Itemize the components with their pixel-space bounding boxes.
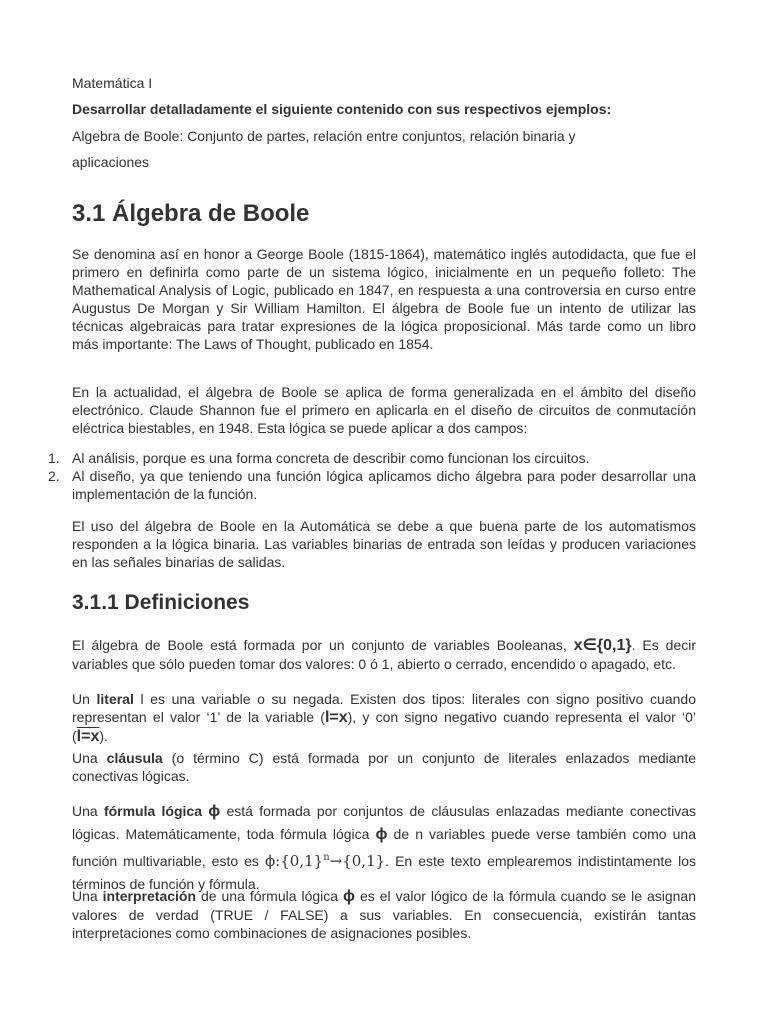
instruction-text: Desarrollar detalladamente el siguiente contenido con sus respectivos ejemplos: [72,101,612,117]
paragraph-history: Se denomina así en honor a George Boole (1815-1864), matemático inglés autodidacta, que fue el primero en definirla como parte de un sistema lógico, inicialmente en un pequeño folleto: The Mathematical Analysis of Logic, publicado en 1847, en respuesta a una controversia en curso entre Augustus De Morgan y Sir William Hamilton. El álgebra de Boole fue un intento de utilizar las técnicas algebraicas para tratar expresiones de la lógica proposicional. Más tarde como un libro más importante: The Laws of Thought, publicado en 1854. [72,246,696,352]
topic-line-1: Algebra de Boole: Conjunto de partes, relación entre conjuntos, relación binaria y [72,128,576,144]
phi-symbol: ϕ [375,826,388,843]
definition-interpretation: Una interpretación de una fórmula lógica ϕ es el valor lógico de la fórmula cuando se le asignan valores de verdad (TRUE / FALSE) a sus variables. En consecuencia, existirán tantas interpretaciones como combinaciones de asignaciones posibles. [72,888,697,941]
definition-logical-formula: Una fórmula lógica ϕ está formada por conjuntos de cláusulas enlazadas mediante conectivas lógicas. Matemáticamente, toda fórmula lógica ϕ de n variables puede verse también como una función multivariable, esto es $\phi:\{0,1\}^n\to\{0,1\}$. En este texto emplearemos indistintamente los términos de función y fórmula. [72,803,697,892]
definition-clause: Una cláusula (o término C) está formada por un conjunto de literales enlazados mediante conectivas lógicas. [72,750,696,784]
phi-symbol: ϕ [343,888,356,905]
definition-literal: Un literal l es una variable o su negada. Existen dos tipos: literales con signo positivo cuando representan el valor ‘1’ de la variable (l=x), y con signo negativo cuando representa el valor ‘0’ (l=x). [72,691,696,745]
negative-literal-symbol: l=x [76,728,100,745]
term-logical-formula: fórmula lógica [103,803,202,819]
section-title: 3.1 Álgebra de Boole [72,200,310,227]
term-clause: cláusula [106,750,163,766]
term-interpretation: interpretación [102,888,197,904]
paragraph-applications: En la actualidad, el álgebra de Boole se aplica de forma generalizada en el ámbito del diseño electrónico. Claude Shannon fue el primero en aplicarla en el diseño de circuitos de conmutación eléctrica biestables, en 1948. Esta lógica se puede aplicar a dos campos: [72,384,696,436]
paragraph-automation: El uso del álgebra de Boole en la Automática se debe a que buena parte de los automatismos responden a la lógica binaria. Las variables binarias de entrada son leídas y producen variaciones en las señales binarias de salidas. [72,518,696,570]
topic-line-2: aplicaciones [72,154,150,170]
list-number: 1. [48,450,60,466]
phi-symbol: ϕ [208,803,221,820]
function-signature: $\phi:\{0,1\}^n\to\{0,1\}$ [264,852,386,870]
list-item: Al análisis, porque es una forma concreta de describir como funcionan los circuitos. [72,450,590,466]
list-item: Al diseño, ya que teniendo una función lógica aplicamos dicho álgebra para poder desarrollar una implementación de la función. [72,468,696,502]
subsection-title: 3.1.1 Definiciones [72,591,250,614]
term-literal: literal [96,691,134,707]
positive-literal-symbol: l=x [324,709,348,726]
definition-boolean-algebra: El álgebra de Boole está formada por un conjunto de variables Booleanas, x∈{0,1}. Es decir variables que sólo pueden tomar dos valores: 0 ó 1, abierto o cerrado, encendido o apagado, etc. [72,637,697,672]
list-number: 2. [48,468,60,484]
set-membership-symbol: x∈{0,1} [573,637,632,654]
course-name: Matemática I [72,75,153,91]
